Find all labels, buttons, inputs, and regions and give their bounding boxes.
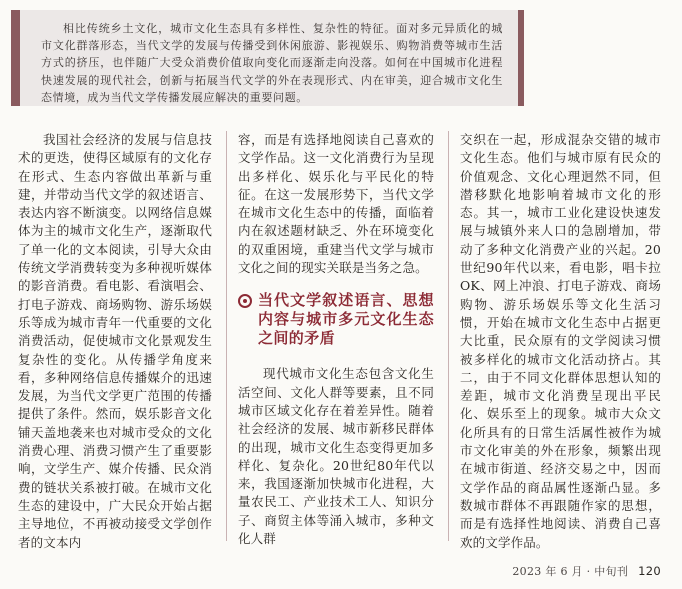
page-number: 120 <box>638 564 661 578</box>
page-footer <box>512 563 661 579</box>
issue-label: 2023 年 6 月 · 中旬刊 <box>512 565 629 578</box>
paragraph-continued: 容，而是有选择地阅读自己喜欢的文学作品。这一文化消费行为呈现出多样化、娱乐化与平民化的特征。在这一发展形势下，当代文学在城市文化生态中的传播，面临着内在叙述题材缺乏、外在环境变化的双重困境，重建当代文学与城市文化之间的现实关联是当务之急。 <box>238 132 434 276</box>
paragraph: 我国社会经济的发展与信息技术的更迭，使得区域原有的文化存在形式、生态内容做出革新与重建，并带动当代文学的叙述语言、表达内容不断演变。以网络信息媒体为主的城市文化生产，逐渐取代了单一化的文本阅读，引导大众由传统文学消费转变为多种视听媒体的影音消费。看电影、看演唱会、打电子游戏、商场购物、游乐场娱乐等成为城市青年一代重要的文化消费活动，促使城市文化景观发生复杂性的变化。从传播学角度来看，多种网络信息传播媒介的迅速发展，为当代文学更广范围的传播提供了条件。然而，娱乐影音文化铺天盖地袭来也对城市受众的文化消费心理、消费习惯产生了重要影响，文学生产、媒介传播、民众消费的链状关系被打破。在城市文化生态的建设中，广大民众开始占据主导地位，不再被动接受文学创作者的文本内 <box>18 132 212 550</box>
abstract-left-bar <box>11 10 20 106</box>
column-2 <box>238 131 434 548</box>
column-divider-2 <box>448 131 449 541</box>
section-heading-text: 当代文学叙述语言、思想内容与城市多元文化生态之间的矛盾 <box>258 291 434 348</box>
abstract-right-bar <box>518 10 524 106</box>
column-3 <box>460 131 661 552</box>
column-1 <box>18 131 212 552</box>
abstract-text: 相比传统乡土文化，城市文化生态具有多样性、复杂性的特征。面对多元异质化的城市文化群落形态，当代文学的发展与传播受到休闲旅游、影视娱乐、购物消费等城市生活方式的挤压，也伴随广大受众消费价值取向变化而逐渐走向没落。如何在中国城市化进程快速发展的现代社会，创新与拓展当代文学的外在表现形式、内在审美，迎合城市文化生态情境，成为当代文学传播发展应解决的重要问题。 <box>41 22 503 104</box>
paragraph-continued: 交织在一起，形成混杂交错的城市文化生态。他们与城市原有民众的价值观念、文化心理迥然不同，但潜移默化地影响着城市文化的形态。其一，城市工业化建设快速发展与城镇外来人口的急剧增加，带动了多种文化消费产业的兴起。20世纪90年代以来，看电影，唱卡拉OK、网上冲浪、打电子游戏、商场购物、游乐场娱乐等文化生活习惯，开始在城市文化生态中占据更大比重，民众原有的文学阅读习惯被多样化的城市文化活动挤占。其二，由于不同文化群体思想认知的差距，城市文化消费呈现出平民化、娱乐至上的现象。城市大众文化所具有的日常生活属性被作为城市文化审美的外在形象，频繁出现在城市街道、经济交易之中，因而文学作品的商品属性逐渐凸显。多数城市群体不再跟随作家的思想，而是有选择性地阅读、消费自己喜欢的文学作品。 <box>460 132 661 550</box>
section-bullet-icon <box>238 294 252 308</box>
section-heading <box>238 291 434 348</box>
column-divider-1 <box>226 131 227 541</box>
abstract-box <box>11 10 524 106</box>
paragraph: 现代城市文化生态包含文化生活空间、文化人群等要素，且不同城市区域文化存在着差异性。随着社会经济的发展、城市新移民群体的出现，城市文化生态变得更加多样化、复杂化。20世纪80年代以来，我国逐渐加快城市化进程，大量农民工、产业技术工人、知识分子、商贸主体等涌入城市，多种文化人群 <box>238 366 434 547</box>
